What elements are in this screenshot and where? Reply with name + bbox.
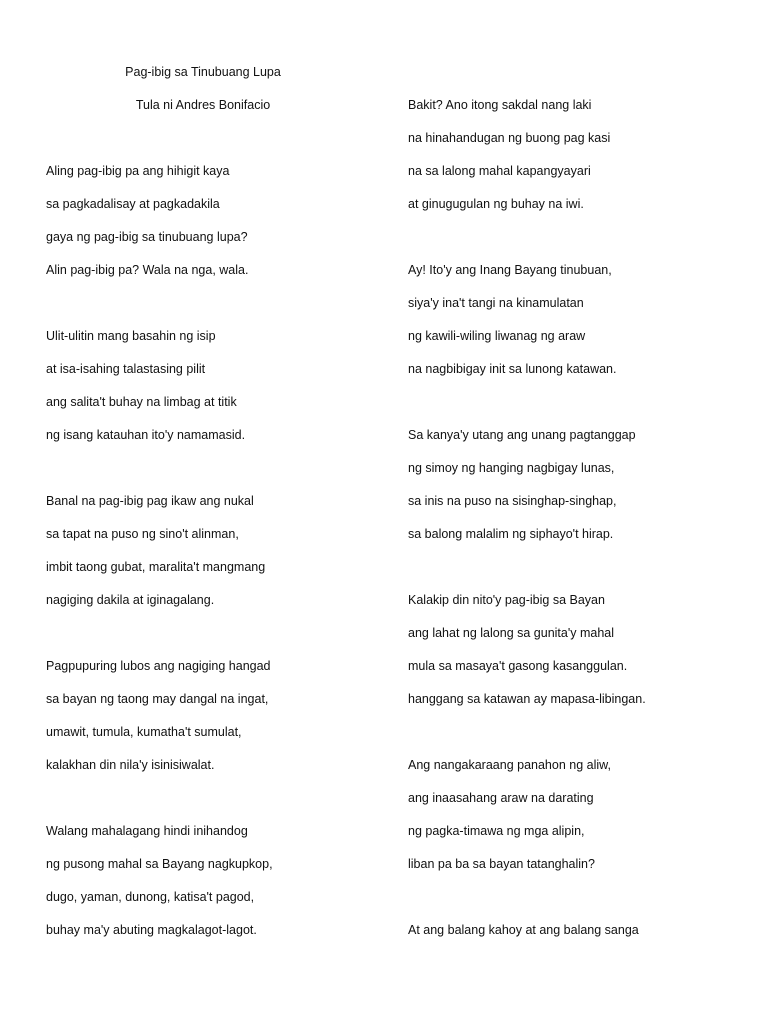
stanza-break (46, 623, 376, 656)
poem-line: Aling pag-ibig pa ang hihigit kaya (46, 164, 230, 178)
poem-line: na hinahandugan ng buong pag kasi (408, 131, 611, 145)
stanza-break (46, 293, 376, 326)
stanza-break (408, 227, 748, 260)
poem-line: sa tapat na puso ng sino't alinman, (46, 527, 239, 541)
poem-line: at ginugugulan ng buhay na iwi. (408, 197, 584, 211)
poem-line: dugo, yaman, dunong, katisa't pagod, (46, 890, 255, 904)
poem-line: Walang mahalagang hindi inihandog (46, 824, 248, 838)
stanza-break (46, 788, 376, 821)
poem-line: ang inaasahang araw na darating (408, 791, 594, 805)
poem-line: Ulit-ulitin mang basahin ng isip (46, 329, 216, 343)
poem-line: na sa lalong mahal kapangyayari (408, 164, 591, 178)
poem-line: hanggang sa katawan ay mapasa-libingan. (408, 692, 646, 706)
poem-line: ng isang katauhan ito'y namamasid. (46, 428, 246, 442)
poem-left-column (46, 161, 376, 953)
poem-line: Banal na pag-ibig pag ikaw ang nukal (46, 494, 254, 508)
poem-line: siya'y ina't tangi na kinamulatan (408, 296, 584, 310)
poem-line: Kalakip din nito'y pag-ibig sa Bayan (408, 593, 605, 607)
stanza-break (408, 392, 748, 425)
poem-line: ng pusong mahal sa Bayang nagkupkop, (46, 857, 273, 871)
stanza-break (408, 557, 748, 590)
poem-line: Ay! Ito'y ang Inang Bayang tinubuan, (408, 263, 612, 277)
poem-line: buhay ma'y abuting magkalagot-lagot. (46, 923, 257, 937)
poem-line: liban pa ba sa bayan tatanghalin? (408, 857, 595, 871)
poem-line: ang lahat ng lalong sa gunita'y mahal (408, 626, 615, 640)
poem-line: at isa-isahing talastasing pilit (46, 362, 206, 376)
poem-line: sa bayan ng taong may dangal na ingat, (46, 692, 269, 706)
stanza-break (408, 722, 748, 755)
poem-title: Pag-ibig sa Tinubuang Lupa (125, 65, 281, 79)
poem-line: Sa kanya'y utang ang unang pagtanggap (408, 428, 636, 442)
stanza-break (46, 458, 376, 491)
title-block (118, 62, 288, 116)
poem-line: gaya ng pag-ibig sa tinubuang lupa? (46, 230, 248, 244)
poem-line: ng pagka-timawa ng mga alipin, (408, 824, 585, 838)
poem-line: sa inis na puso na sisinghap-singhap, (408, 494, 617, 508)
poem-author-line: Tula ni Andres Bonifacio (135, 98, 271, 112)
poem-right-column (408, 95, 748, 953)
poem-line: ang salita't buhay na limbag at titik (46, 395, 237, 409)
poem-line: mula sa masaya't gasong kasanggulan. (408, 659, 628, 673)
poem-line: umawit, tumula, kumatha't sumulat, (46, 725, 242, 739)
poem-line: ng kawili-wiling liwanag ng araw (408, 329, 586, 343)
stanza-break (408, 887, 748, 920)
poem-line: Alin pag-ibig pa? Wala na nga, wala. (46, 263, 249, 277)
poem-line: At ang balang kahoy at ang balang sanga (408, 923, 639, 937)
poem-line: na nagbibigay init sa lunong katawan. (408, 362, 617, 376)
poem-line: Bakit? Ano itong sakdal nang laki (408, 98, 592, 112)
poem-line: Ang nangakaraang panahon ng aliw, (408, 758, 611, 772)
poem-line: sa pagkadalisay at pagkadakila (46, 197, 220, 211)
poem-line: kalakhan din nila'y isinisiwalat. (46, 758, 215, 772)
poem-line: sa balong malalim ng siphayo't hirap. (408, 527, 614, 541)
poem-line: ng simoy ng hanging nagbigay lunas, (408, 461, 615, 475)
poem-line: Pagpupuring lubos ang nagiging hangad (46, 659, 271, 673)
poem-line: nagiging dakila at iginagalang. (46, 593, 215, 607)
poem-line: imbit taong gubat, maralita't mangmang (46, 560, 266, 574)
